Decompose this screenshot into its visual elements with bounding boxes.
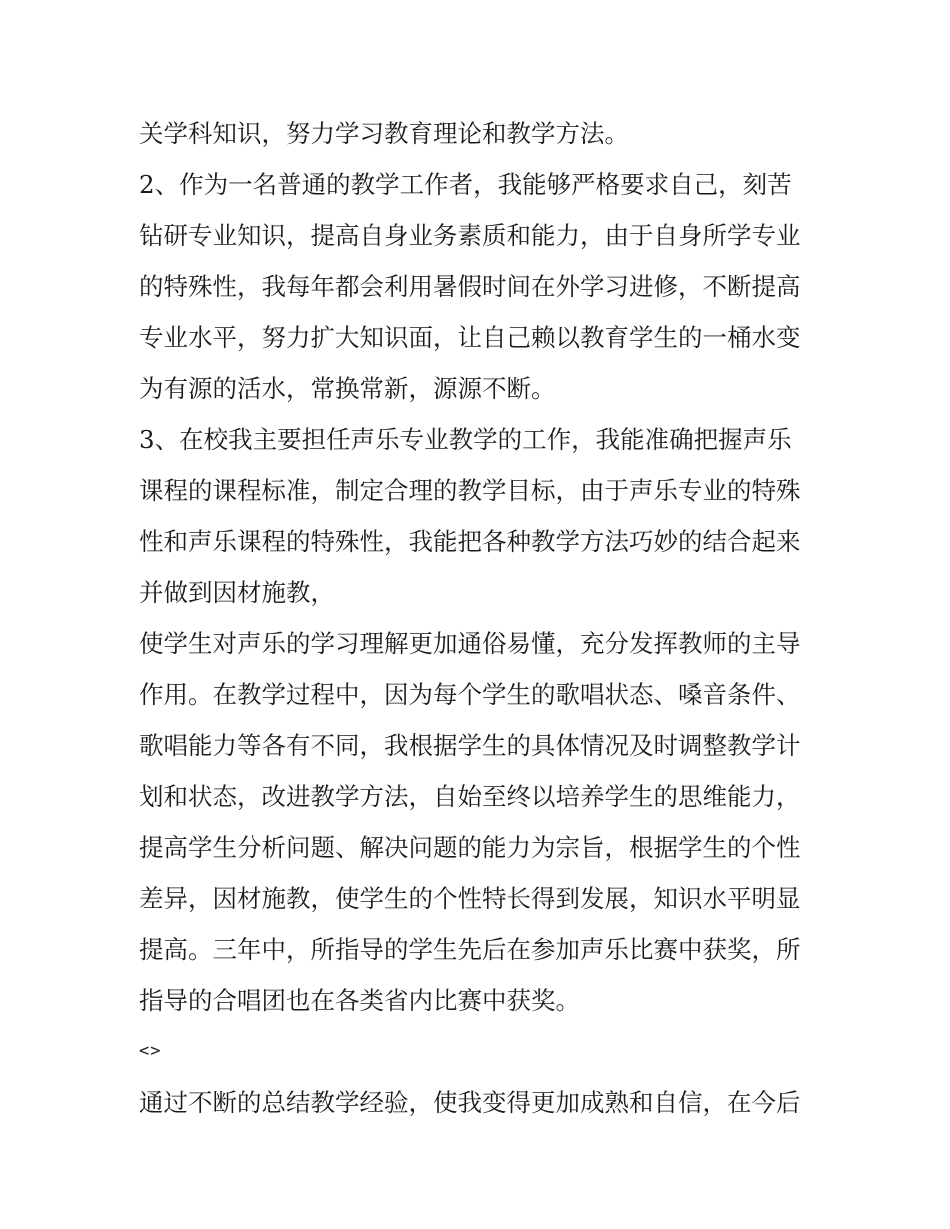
document-body xyxy=(139,108,819,1128)
text-line: 差异，因材施教，使学生的个性特长得到发展，知识水平明显 xyxy=(139,884,801,913)
text-line: 通过不断的总结教学经验，使我变得更加成熟和自信，在今后 xyxy=(139,1088,801,1117)
text-line: 3、在校我主要担任声乐专业教学的工作，我能准确把握声乐 xyxy=(139,425,792,454)
text-line: 歌唱能力等各有不同，我根据学生的具体情况及时调整教学计 xyxy=(139,731,801,760)
text-line: 关学科知识，努力学习教育理论和教学方法。 xyxy=(139,119,629,148)
text-line: 的特殊性，我每年都会利用暑假时间在外学习进修，不断提高 xyxy=(139,272,801,301)
text-line: 并做到因材施教， xyxy=(139,578,335,607)
text-line: 钻研专业知识，提高自身业务素质和能力，由于自身所学专业 xyxy=(139,221,801,250)
text-line: 课程的课程标准，制定合理的教学目标，由于声乐专业的特殊 xyxy=(139,476,801,505)
text-line: 指导的合唱团也在各类省内比赛中获奖。 xyxy=(139,986,580,1015)
text-line: 提高学生分析问题、解决问题的能力为宗旨，根据学生的个性 xyxy=(139,833,801,862)
text-line: 2、作为一名普通的教学工作者，我能够严格要求自己，刻苦 xyxy=(139,170,792,199)
placeholder-marker: <> xyxy=(139,1041,162,1061)
text-line: 性和声乐课程的特殊性，我能把各种教学方法巧妙的结合起来 xyxy=(139,527,801,556)
text-line: 提高。三年中，所指导的学生先后在参加声乐比赛中获奖，所 xyxy=(139,935,801,964)
text-line: 使学生对声乐的学习理解更加通俗易懂，充分发挥教师的主导 xyxy=(139,629,801,658)
text-line: 作用。在教学过程中，因为每个学生的歌唱状态、嗓音条件、 xyxy=(139,680,801,709)
text-line: 为有源的活水，常换常新，源源不断。 xyxy=(139,374,556,403)
text-line: 划和状态，改进教学方法，自始至终以培养学生的思维能力， xyxy=(139,782,801,811)
text-line: 专业水平，努力扩大知识面，让自己赖以教育学生的一桶水变 xyxy=(139,323,801,352)
